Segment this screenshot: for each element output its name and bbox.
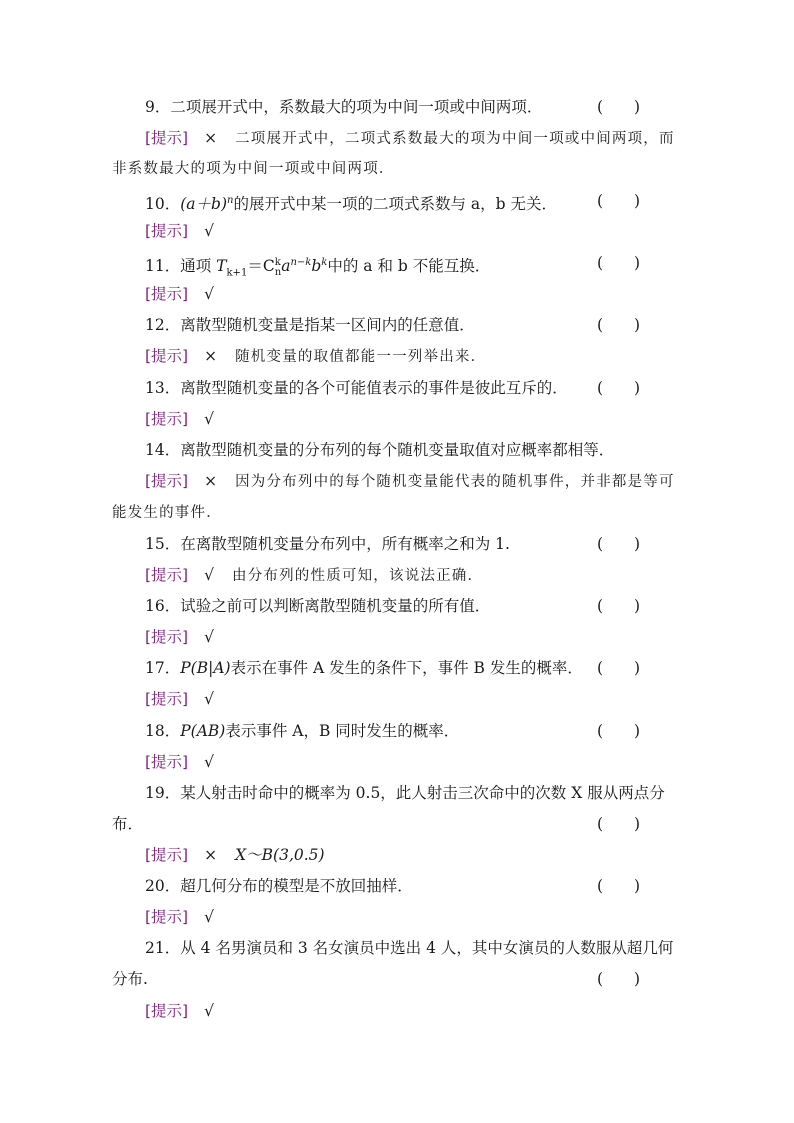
hint-9-continued: 非系数最大的项为中间一项或中间两项．	[112, 161, 395, 177]
hint-label: [提示]	[145, 410, 189, 428]
hint-14: [提示] × 因为分布列中的每个随机变量能代表的随机事件，并非都是等可	[145, 472, 675, 490]
check-mark: √	[204, 690, 214, 708]
hint-label: [提示]	[145, 222, 189, 240]
check-mark: √	[204, 566, 214, 584]
hint-21	[112, 1000, 715, 1022]
question-17: 17．P(B|A)表示在事件 A 发生的条件下，事件 B 发生的概率．	[145, 659, 583, 677]
hint-label: [提示]	[145, 285, 189, 303]
hint-label: [提示]	[145, 753, 189, 771]
hint-label: [提示]	[145, 472, 189, 490]
answer-blank-13[interactable]: ( )	[597, 379, 641, 397]
question-21-continued: 分布.	[112, 970, 148, 988]
hint-12: [提示] × 随机变量的取值都能一一列举出来．	[145, 347, 487, 365]
hint-11	[112, 283, 715, 305]
question-20: 20．超几何分布的模型是不放回抽样．	[145, 877, 413, 895]
question-21: 21．从 4 名男演员和 3 名女演员中选出 4 人，其中女演员的人数服从超几何	[145, 939, 674, 957]
hint-label: [提示]	[145, 908, 189, 926]
question-16: 16．试验之前可以判断离散型随机变量的所有值．	[145, 597, 491, 615]
hint-label: [提示]	[145, 566, 189, 584]
question-19-continued: 布．	[112, 815, 144, 833]
hint-16	[112, 626, 715, 648]
hint-label: [提示]	[145, 690, 189, 708]
answer-blank-9[interactable]: ( )	[597, 98, 641, 116]
question-12: 12．离散型随机变量是指某一区间内的任意值．	[145, 316, 475, 334]
answer-blank-19[interactable]: ( )	[597, 815, 641, 833]
check-mark: √	[204, 222, 214, 240]
answer-blank-16[interactable]: ( )	[597, 597, 641, 615]
answer-blank-21[interactable]: ( )	[597, 970, 641, 988]
check-mark: √	[204, 410, 214, 428]
hint-19: [提示] × X～B(3,0.5)	[145, 846, 325, 864]
answer-blank-15[interactable]: ( )	[597, 535, 641, 553]
answer-blank-11[interactable]: ( )	[597, 254, 641, 272]
hint-label: [提示]	[145, 628, 189, 646]
hint-10	[112, 220, 715, 242]
question-18: 18．P(AB)表示事件 A，B 同时发生的概率．	[145, 722, 460, 740]
check-mark: √	[204, 908, 214, 926]
hint-label: [提示]	[145, 846, 189, 864]
answer-blank-12[interactable]: ( )	[597, 316, 641, 334]
question-14: 14．离散型随机变量的分布列的每个随机变量取值对应概率都相等．	[145, 441, 615, 459]
hint-14-continued: 能发生的事件．	[112, 505, 222, 521]
question-13: 13．离散型随机变量的各个可能值表示的事件是彼此互斥的．	[145, 379, 568, 397]
check-mark: √	[204, 1002, 214, 1020]
answer-blank-17[interactable]: ( )	[597, 659, 641, 677]
hint-17	[112, 688, 715, 710]
cross-mark: ×	[204, 129, 218, 147]
cross-mark: ×	[204, 846, 218, 864]
hint-13	[112, 408, 715, 430]
answer-blank-20[interactable]: ( )	[597, 877, 641, 895]
question-10: 10．$(a+b)^n$的展开式中某一项的二项式系数与 a，b 无关．	[145, 195, 557, 214]
hint-15: [提示] √ 由分布列的性质可知，该说法正确．	[145, 566, 484, 584]
question-19: 19．某人射击时命中的概率为 0.5，此人射击三次命中的次数 X 服从两点分	[145, 784, 665, 802]
hint-label: [提示]	[145, 129, 189, 147]
check-mark: √	[204, 753, 214, 771]
cross-mark: ×	[204, 347, 218, 365]
check-mark: √	[204, 628, 214, 646]
question-15: 15．在离散型随机变量分布列中，所有概率之和为 1.	[145, 535, 510, 553]
hint-label: [提示]	[145, 347, 189, 365]
hint-label: [提示]	[145, 1002, 189, 1020]
question-11: 11．通项 $T_{k+1}=C^k_na^{n-k}b^k$中的 a 和 b 不能互换．	[145, 257, 491, 279]
hint-9: [提示] × 二项展开式中，二项式系数最大的项为中间一项或中间两项，而	[145, 129, 675, 147]
answer-blank-18[interactable]: ( )	[597, 722, 641, 740]
cross-mark: ×	[204, 472, 218, 490]
check-mark: √	[204, 285, 214, 303]
question-9: 9．二项展开式中，系数最大的项为中间一项或中间两项．	[145, 98, 543, 116]
hint-18	[112, 751, 715, 773]
hint-20	[112, 906, 715, 928]
answer-blank-10[interactable]: ( )	[597, 192, 641, 210]
